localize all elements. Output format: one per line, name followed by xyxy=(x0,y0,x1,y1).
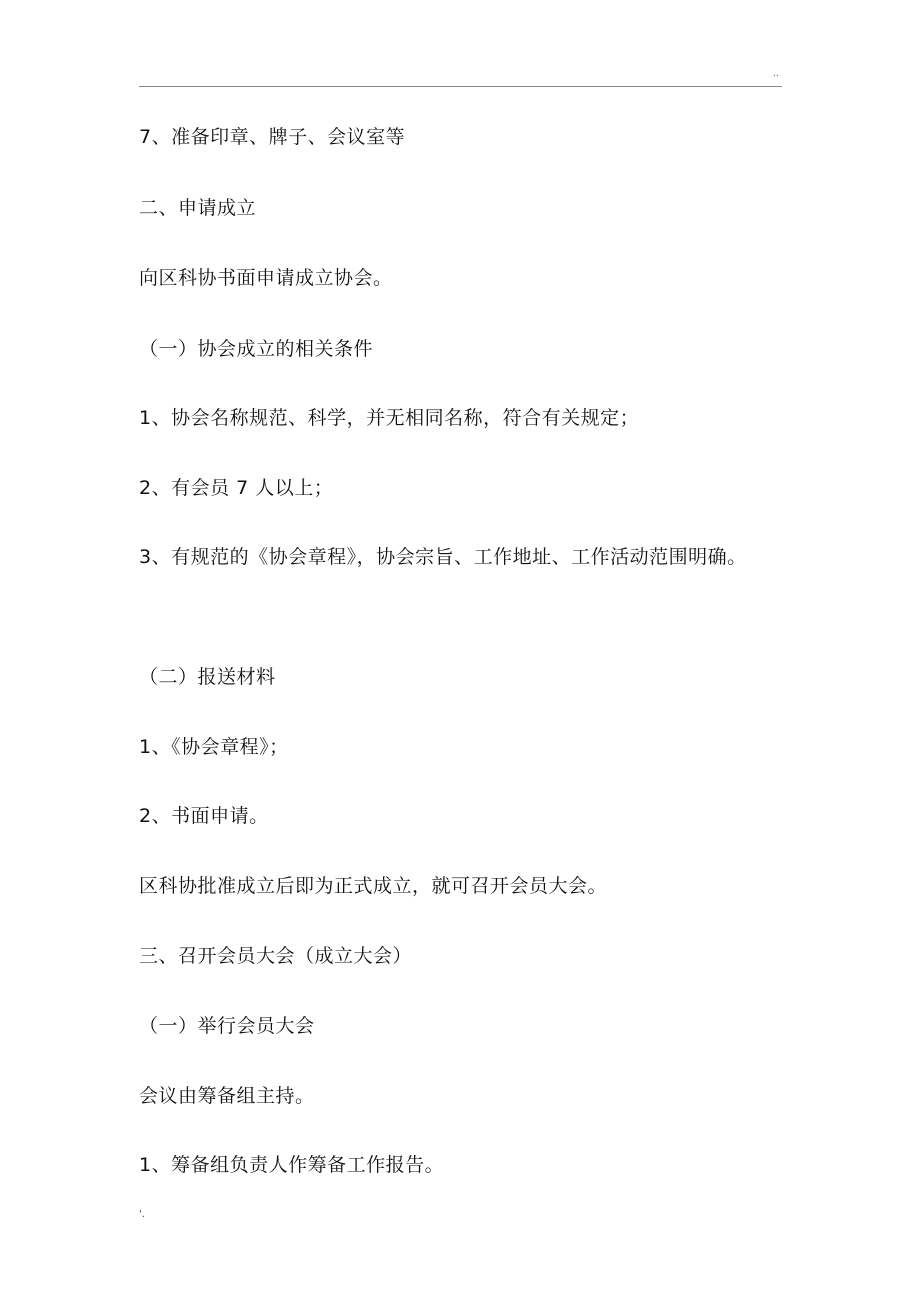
header-rule xyxy=(139,86,782,87)
paragraph: 向区科协书面申请成立协会。 xyxy=(139,267,393,289)
list-item: 1、协会名称规范、科学，并无相同名称，符合有关规定； xyxy=(139,407,640,429)
list-item: 3、有规范的《协会章程》，协会宗旨、工作地址、工作活动范围明确。 xyxy=(139,546,747,568)
section-heading: 二、申请成立 xyxy=(139,197,257,219)
paragraph: 区科协批准成立后即为正式成立，就可召开会员大会。 xyxy=(139,875,608,897)
header-mark: .. xyxy=(773,69,779,79)
list-item: 1、《协会章程》； xyxy=(139,736,289,758)
paragraph: 7、准备印章、牌子、会议室等 xyxy=(139,126,406,148)
subsection-heading: （二）报送材料 xyxy=(139,666,276,688)
subsection-heading: （一）协会成立的相关条件 xyxy=(139,338,374,360)
section-heading: 三、召开会员大会（成立大会） xyxy=(139,945,413,967)
list-item: 2、有会员 7 人以上； xyxy=(139,477,334,499)
list-item: 2、书面申请。 xyxy=(139,805,269,827)
paragraph: 会议由筹备组主持。 xyxy=(139,1085,315,1107)
footer-mark: '. xyxy=(139,1209,145,1220)
subsection-heading: （一）举行会员大会 xyxy=(139,1015,315,1037)
list-item: 1、筹备组负责人作筹备工作报告。 xyxy=(139,1154,445,1176)
